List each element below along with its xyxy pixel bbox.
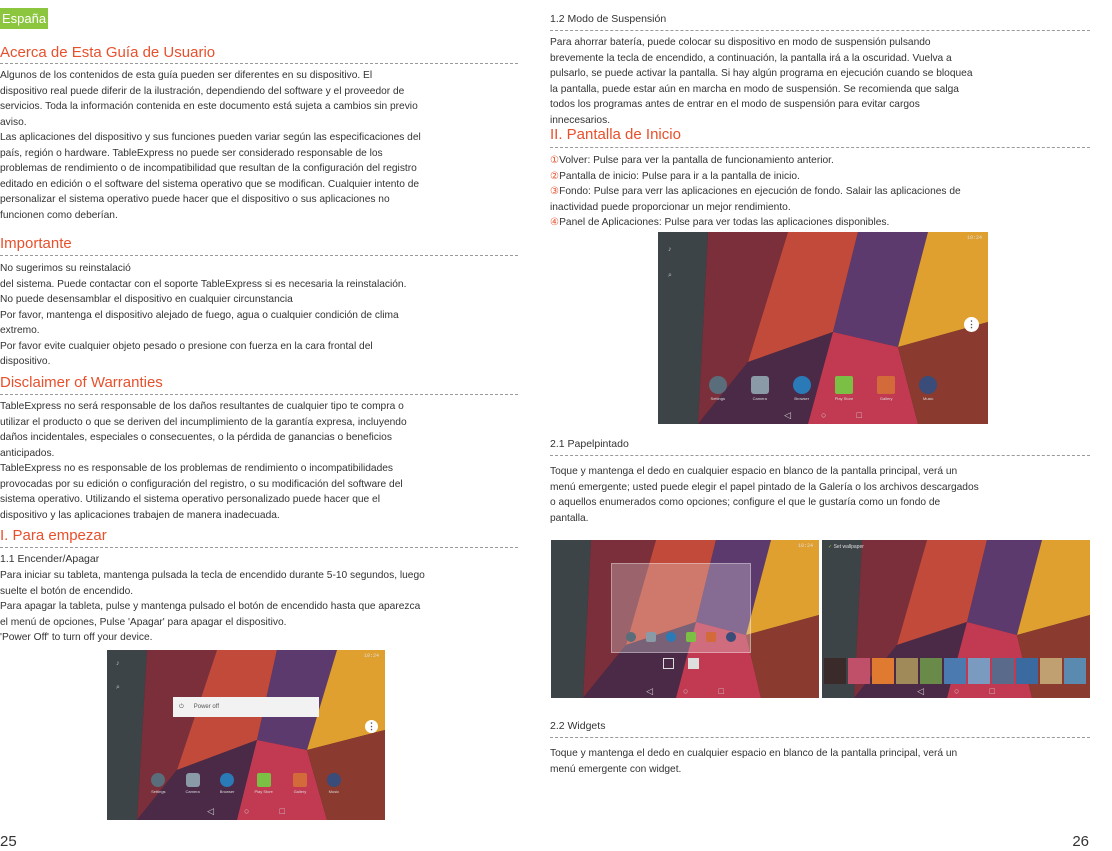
home-list: [550, 153, 961, 231]
text-line: sistema operativo. Utilizando el sistema operativo personalizado puede hacer que el: [0, 494, 380, 505]
wallpaper-thumbnail[interactable]: [848, 658, 870, 684]
list-item: [550, 184, 961, 200]
app-gallery[interactable]: [293, 773, 307, 794]
item-text: Panel de Aplicaciones: Pulse para ver todas las aplicaciones disponibles.: [559, 217, 890, 228]
set-wallpaper-button[interactable]: [828, 544, 864, 550]
set-wallpaper-label: Set wallpaper: [833, 544, 864, 550]
page-number: 26: [1072, 833, 1089, 850]
text-line: daños incidentales, especiales o consecuentes, o la pérdida de ganancias o beneficios: [0, 432, 392, 443]
text-line: editado en edición o el software del sistema operativo que se modifican. Cualquier intento de: [0, 178, 420, 190]
text-line: Las aplicaciones del dispositivo y sus funciones pueden variar según las especificaciones del: [0, 132, 421, 143]
music-icon: [919, 376, 937, 394]
item-number: ①: [550, 155, 560, 166]
text-line: problemas de rendimiento o de incompatibilidad que resultan de la configuración del registro: [0, 163, 417, 174]
mic-icon: ♪: [116, 660, 120, 667]
app-settings[interactable]: [151, 773, 165, 794]
poweroff-screenshot: [107, 650, 385, 820]
text-line: TableExpress no es responsable de los problemas de rendimiento o incompatibilidades: [0, 463, 394, 474]
section-heading-disclaimer: Disclaimer of Warranties: [0, 374, 163, 391]
camera-icon: [646, 632, 656, 642]
status-time: 10:24: [966, 235, 982, 241]
divider: [0, 255, 518, 256]
check-icon: ✓: [828, 544, 833, 550]
wallpaper-menu-screenshot: [551, 540, 819, 698]
settings-icon: [626, 632, 636, 642]
text-line: del sistema. Puede contactar con el soporte TableExpress si es necesaria la reinstalación.: [0, 278, 407, 290]
divider: [0, 547, 518, 548]
wallpapers-option-icon[interactable]: [663, 658, 674, 669]
text-line: Por favor evite cualquier objeto pesado o presione con fuerza en la cara frontal del: [0, 340, 373, 352]
app-play-store[interactable]: [835, 376, 853, 401]
text-line: personalizar el sistema operativo puede hacer que el dispositivo o sus aplicaciones no: [0, 194, 390, 205]
text-line: provocadas por su edición o configuración del registro, o su modificación del software del: [0, 478, 403, 490]
text-line: servicios. Toda la información contenida en este documento está sujeta a cambios sin previo: [0, 101, 418, 112]
text-line: Para ahorrar batería, puede colocar su dispositivo en modo de suspensión pulsando: [550, 37, 931, 48]
back-icon[interactable]: ◁: [646, 685, 654, 696]
language-tag: España: [0, 8, 48, 29]
app-label: Browser: [794, 396, 810, 401]
app-dock: [658, 376, 988, 401]
divider: [550, 737, 1090, 738]
wallpaper-thumbnail[interactable]: [968, 658, 990, 684]
home-icon[interactable]: ○: [821, 410, 827, 420]
wallpaper-thumbnail[interactable]: [896, 658, 918, 684]
app-label: Settings: [710, 396, 725, 401]
text-line: 'Power Off' to turn off your device.: [0, 632, 153, 643]
list-item: [550, 200, 961, 216]
widgets-paragraph: [550, 746, 957, 777]
play-store-icon: [257, 773, 271, 787]
navigation-bar: [822, 684, 1090, 698]
text-line: menú emergente; usted puede elegir el papel pintado de la Galería o los archivos descargados: [550, 481, 979, 493]
text-line: innecesarios.: [550, 114, 611, 126]
app-browser[interactable]: [220, 773, 235, 794]
wallpaper-image: [107, 650, 385, 820]
text-line: todos los programas antes de entrar en el modo de suspensión para evitar cargos: [550, 99, 920, 110]
back-icon[interactable]: ◁: [917, 685, 925, 696]
item-number: ③: [550, 186, 560, 197]
text-line: Para iniciar su tableta, mantenga pulsada la tecla de encendido durante 5-10 segundos, luego: [0, 570, 425, 581]
page-number: 25: [0, 833, 17, 850]
disclaimer-paragraph: [0, 399, 407, 523]
recents-icon[interactable]: □: [279, 806, 285, 816]
left-page: [0, 0, 520, 851]
list-item: [550, 153, 961, 169]
text-line: pantalla.: [550, 512, 589, 524]
back-icon[interactable]: ◁: [784, 409, 792, 420]
settings-icon: [709, 376, 727, 394]
text-line: la pantalla, puede estar aún en marcha en modo de suspensión. Se recomienda que salga: [550, 83, 959, 95]
app-camera[interactable]: [186, 773, 200, 794]
divider: [0, 63, 518, 64]
guide-paragraph: [0, 68, 421, 223]
text-line: No puede desensamblar el dispositivo en cualquier circunstancia: [0, 294, 293, 305]
text-line: Toque y mantenga el dedo en cualquier espacio en blanco de la pantalla principal, verá un: [550, 748, 958, 759]
app-music[interactable]: [327, 773, 341, 794]
mic-icon: ♪: [668, 246, 672, 253]
search-icon: ⌕: [116, 684, 120, 691]
wallpaper-thumbnail[interactable]: [944, 658, 966, 684]
app-dock: [611, 632, 751, 642]
text-line: el menú de opciones, Pulse 'Apagar' para apagar el dispositivo.: [0, 616, 287, 628]
home-icon[interactable]: ○: [954, 686, 960, 696]
wallpaper-thumbnail[interactable]: [1064, 658, 1086, 684]
divider: [550, 147, 1090, 148]
wallpaper-thumbnail[interactable]: [872, 658, 894, 684]
subheading-wallpaper: 2.1 Papelpintado: [550, 438, 629, 450]
homescreen-screenshot: [658, 232, 988, 424]
home-icon[interactable]: ○: [244, 806, 250, 816]
text-line: pulsarlo, se puede activar la pantalla. Si hay algún programa en ejecución cuando se bloquea: [550, 68, 973, 79]
music-icon: [327, 773, 341, 787]
app-label: Play Store: [834, 396, 854, 401]
gallery-icon: [293, 773, 307, 787]
wallpaper-thumbnail[interactable]: [920, 658, 942, 684]
gallery-icon: [877, 376, 895, 394]
music-icon: [726, 632, 736, 642]
status-time: 10:24: [797, 543, 813, 549]
text-line: Por favor, mantenga el dispositivo alejado de fuego, agua o cualquier condición de clima: [0, 309, 399, 321]
text-line: anticipados.: [0, 447, 55, 459]
wallpaper-thumbnails: [822, 658, 1090, 684]
text-line: extremo.: [0, 325, 40, 336]
text-line: Toque y mantenga el dedo en cualquier espacio en blanco de la pantalla principal, verá un: [550, 466, 958, 477]
text-line: dispositivo real puede diferir de la ilustración, dependiendo del software y el proveedor de: [0, 85, 405, 97]
recents-icon[interactable]: □: [856, 410, 862, 420]
globe-icon: [220, 773, 234, 787]
gallery-icon: [706, 632, 716, 642]
app-browser[interactable]: [793, 376, 811, 401]
item-text: Fondo: Pulse para verr las aplicaciones en ejecución de fondo. Salair las aplicaciones de: [559, 186, 961, 197]
divider: [0, 394, 518, 395]
app-camera[interactable]: [751, 376, 769, 401]
text-line: o aquellos enumerados como opciones; configure el que le gustaría como un fondo de: [550, 497, 941, 508]
text-line: brevemente la tecla de encendido, a continuación, la pantalla irá a la oscuridad. Vuelva a: [550, 52, 952, 64]
app-play-store[interactable]: [254, 773, 272, 794]
back-icon[interactable]: ◁: [207, 805, 215, 816]
text-line: No sugerimos su reinstalació: [0, 263, 131, 274]
camera-icon: [751, 376, 769, 394]
right-page: [548, 0, 1093, 851]
text-line: país, región o hardware. TableExpress no puede ser considerado responsable de los: [0, 147, 383, 159]
text-line: menú emergente con widget.: [550, 763, 682, 775]
globe-icon: [666, 632, 676, 642]
app-label: Music: [328, 789, 340, 794]
wallpaper-thumbnail[interactable]: [824, 658, 846, 684]
camera-icon: [186, 773, 200, 787]
subheading-power: 1.1 Encender/Apagar: [0, 553, 100, 565]
item-text: Pantalla de inicio: Pulse para ir a la pantalla de inicio.: [559, 170, 800, 182]
home-icon[interactable]: ○: [683, 686, 689, 696]
recents-icon[interactable]: □: [718, 686, 724, 696]
app-drawer-icon[interactable]: ⋮: [367, 721, 376, 731]
app-label: Browser: [219, 789, 235, 794]
poweroff-label: Power off: [193, 704, 219, 710]
text-line: funcionen como deberían.: [0, 209, 118, 221]
item-text: inactividad puede proporcionar un mejor rendimiento.: [550, 201, 791, 213]
navigation-bar: [107, 802, 385, 820]
important-paragraph: [0, 261, 406, 370]
power-paragraph: [0, 568, 425, 646]
settings-icon: [151, 773, 165, 787]
widgets-option-icon[interactable]: [688, 658, 699, 669]
text-line: TableExpress no será responsable de los daños resultantes de cualquier tipo te compra o: [0, 401, 404, 412]
recents-icon[interactable]: □: [989, 686, 995, 696]
text-line: Para apagar la tableta, pulse y mantenga pulsado el botón de encendido hasta que aparezca: [0, 601, 421, 612]
text-line: suelte el botón de encendido.: [0, 585, 134, 597]
app-gallery[interactable]: [877, 376, 895, 401]
app-dock: [107, 773, 385, 794]
app-label: Music: [922, 396, 934, 401]
sleep-paragraph: [550, 35, 973, 128]
text-line: utilizar el producto o que se deriven del incumplimiento de la garantía expresa, incluyendo: [0, 416, 407, 428]
globe-icon: [793, 376, 811, 394]
play-store-icon: [686, 632, 696, 642]
app-settings[interactable]: [709, 376, 727, 401]
divider: [550, 455, 1090, 456]
divider: [550, 30, 1090, 31]
subheading-widgets: 2.2 Widgets: [550, 720, 606, 732]
app-label: Settings: [151, 789, 166, 794]
navigation-bar: [551, 684, 819, 698]
wallpaper-thumbnail[interactable]: [1016, 658, 1038, 684]
status-time: 10:24: [363, 653, 379, 659]
list-item: [550, 215, 961, 231]
section-heading-important: Importante: [0, 235, 72, 252]
app-label: Gallery: [293, 789, 307, 794]
app-label: Gallery: [879, 396, 893, 401]
item-text: Volver: Pulse para ver la pantalla de funcionamiento anterior.: [559, 155, 834, 166]
navigation-bar: [658, 406, 988, 424]
text-line: Algunos de los contenidos de esta guía pueden ser diferentes en su dispositivo. El: [0, 70, 373, 81]
item-number: ④: [550, 217, 560, 228]
subheading-sleep: 1.2 Modo de Suspensión: [550, 13, 667, 25]
popup-options: [611, 658, 751, 669]
app-music[interactable]: [919, 376, 937, 401]
wallpaper-thumbnail[interactable]: [992, 658, 1014, 684]
app-drawer-icon[interactable]: ⋮: [964, 317, 979, 332]
list-item: [550, 169, 961, 185]
wallpaper-picker-screenshot: [822, 540, 1090, 698]
play-store-icon: [835, 376, 853, 394]
section-heading-home: II. Pantalla de Inicio: [550, 126, 681, 143]
app-label: Camera: [185, 789, 200, 794]
power-icon: ⏻: [179, 703, 184, 710]
text-line: dispositivo.: [0, 356, 51, 367]
wallpaper-thumbnail[interactable]: [1040, 658, 1062, 684]
section-heading-start: I. Para empezar: [0, 527, 107, 544]
item-number: ②: [550, 170, 560, 182]
text-line: dispositivo y las aplicaciones trabajen de manera inadecuada.: [0, 509, 280, 521]
app-label: Play Store: [254, 789, 273, 794]
poweroff-dialog[interactable]: [173, 697, 319, 717]
app-label: Camera: [752, 396, 767, 401]
wallpaper-paragraph: [550, 464, 979, 526]
search-icon: ⌕: [668, 272, 672, 279]
text-line: aviso.: [0, 116, 27, 128]
section-heading-guide: Acerca de Esta Guía de Usuario: [0, 44, 216, 61]
